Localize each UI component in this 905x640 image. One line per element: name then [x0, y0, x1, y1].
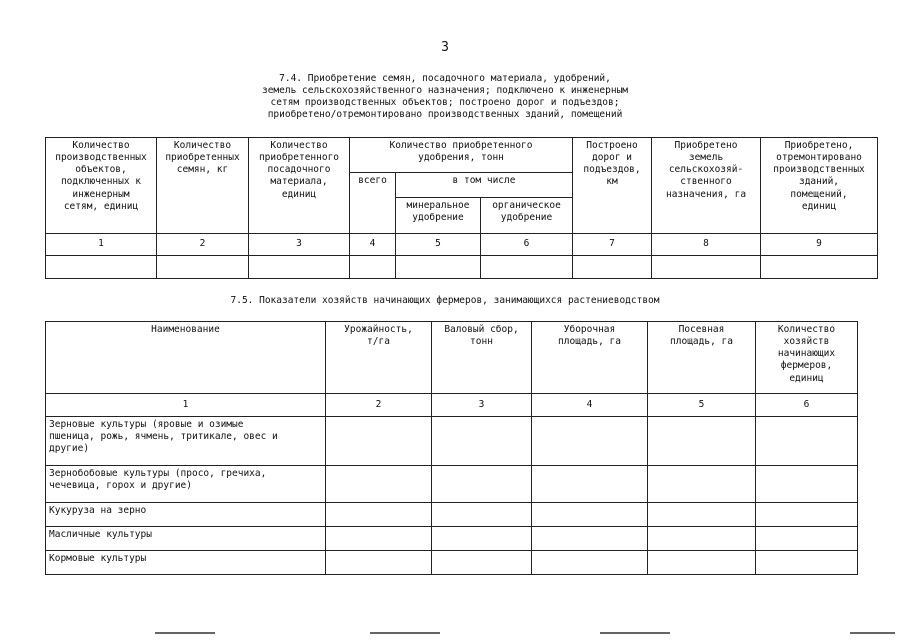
data-cell[interactable] [481, 256, 573, 279]
column-number: 5 [396, 234, 481, 256]
data-cell[interactable] [396, 256, 481, 279]
data-cell[interactable] [648, 503, 756, 527]
title-line: сетям производственных объектов; построено дорог и подъездов; [270, 97, 620, 109]
row-label-corn: Кукуруза на зерно [46, 503, 326, 527]
data-cell[interactable] [756, 551, 858, 575]
data-cell[interactable] [249, 256, 350, 279]
scan-artifact [155, 632, 215, 634]
scan-artifact [850, 632, 895, 634]
data-cell[interactable] [761, 256, 878, 279]
data-cell[interactable] [532, 527, 648, 551]
data-cell[interactable] [648, 466, 756, 503]
column-number: 4 [350, 234, 396, 256]
column-number: 6 [481, 234, 573, 256]
column-number: 5 [648, 394, 756, 417]
data-cell[interactable] [756, 527, 858, 551]
column-number: 9 [761, 234, 878, 256]
crop-farmers-table [45, 321, 858, 575]
data-cell[interactable] [350, 256, 396, 279]
data-cell[interactable] [756, 466, 858, 503]
header-sown-area: Посевная площадь, га [648, 322, 756, 394]
header-gross-harvest: Валовый сбор, тонн [432, 322, 532, 394]
data-cell[interactable] [432, 551, 532, 575]
section-7-5-title: 7.5. Показатели хозяйств начинающих фермеров, занимающихся растениеводством [230, 295, 660, 306]
data-cell[interactable] [648, 551, 756, 575]
column-number: 2 [326, 394, 432, 417]
header-buildings: Приобретено, отремонтировано производственных зданий, помещений, единиц [761, 138, 878, 234]
header-yield: Урожайность, т/га [326, 322, 432, 394]
header-roads: Построено дорог и подъездов, км [573, 138, 652, 234]
data-cell[interactable] [756, 503, 858, 527]
data-cell[interactable] [432, 527, 532, 551]
scan-artifact [370, 632, 440, 634]
row-label-oilseeds: Масличные культуры [46, 527, 326, 551]
header-fertilizer-group: Количество приобретенного удобрения, тонн [350, 138, 573, 173]
row-label-fodder: Кормовые культуры [46, 551, 326, 575]
data-cell[interactable] [532, 503, 648, 527]
column-number: 2 [157, 234, 249, 256]
column-number: 8 [652, 234, 761, 256]
table-row [46, 527, 858, 551]
data-cell[interactable] [432, 503, 532, 527]
table-row [46, 551, 858, 575]
data-cell[interactable] [532, 417, 648, 466]
data-cell[interactable] [326, 527, 432, 551]
column-number: 7 [573, 234, 652, 256]
header-planting-material: Количество приобретенного посадочного материала, единиц [249, 138, 350, 234]
data-cell[interactable] [532, 466, 648, 503]
header-fertilizer-total: всего [350, 173, 396, 234]
data-cell[interactable] [532, 551, 648, 575]
scan-artifact [600, 632, 670, 634]
column-number: 1 [46, 234, 157, 256]
data-cell[interactable] [326, 551, 432, 575]
header-farm-count: Количество хозяйств начинающих фермеров, единиц [756, 322, 858, 394]
row-label-grain: Зерновые культуры (яровые и озимые пшеница, рожь, ячмень, тритикале, овес и другие) [46, 417, 326, 466]
title-line: земель сельскохозяйственного назначения; подключено к инженерным [261, 85, 629, 97]
header-mineral: минеральное удобрение [396, 198, 481, 234]
column-number: 3 [249, 234, 350, 256]
header-connected-objects: Количество производственных объектов, подключенных к инженерным сетям, единиц [46, 138, 157, 234]
section-7-4-title [0, 73, 890, 122]
row-label-legumes: Зернобобовые культуры (просо, гречиха, чечевица, горох и другие) [46, 466, 326, 503]
page-number: 3 [441, 40, 449, 55]
title-line: приобретено/отремонтировано производственных зданий, помещений [267, 109, 623, 121]
header-including: в том числе [396, 173, 573, 198]
header-seeds: Количество приобретенных семян, кг [157, 138, 249, 234]
data-cell[interactable] [326, 466, 432, 503]
acquisitions-table [45, 137, 878, 279]
table-row [46, 466, 858, 503]
header-harvest-area: Уборочная площадь, га [532, 322, 648, 394]
data-cell[interactable] [326, 503, 432, 527]
data-cell[interactable] [648, 417, 756, 466]
data-cell[interactable] [157, 256, 249, 279]
data-cell[interactable] [652, 256, 761, 279]
column-number: 3 [432, 394, 532, 417]
header-organic: органическое удобрение [481, 198, 573, 234]
data-cell[interactable] [432, 417, 532, 466]
data-cell[interactable] [326, 417, 432, 466]
data-cell[interactable] [756, 417, 858, 466]
header-name: Наименование [46, 322, 326, 394]
header-land: Приобретено земель сельскохозяй- ственного назначения, га [652, 138, 761, 234]
table-row [46, 417, 858, 466]
data-cell[interactable] [648, 527, 756, 551]
data-cell[interactable] [46, 256, 157, 279]
data-cell[interactable] [573, 256, 652, 279]
table-row [46, 503, 858, 527]
title-line: 7.4. Приобретение семян, посадочного материала, удобрений, [279, 73, 611, 84]
data-cell[interactable] [432, 466, 532, 503]
column-number: 6 [756, 394, 858, 417]
column-number: 1 [46, 394, 326, 417]
column-number: 4 [532, 394, 648, 417]
